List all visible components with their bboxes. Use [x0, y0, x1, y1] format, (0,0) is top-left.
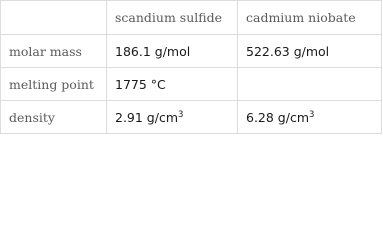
row-label-molar-mass: molar mass [1, 35, 107, 68]
header-cell-cadmium-niobate: cadmium niobate [238, 1, 382, 35]
value-text: 2.91 g/cm [115, 109, 179, 125]
value-cell [238, 35, 382, 68]
table-row [1, 35, 382, 68]
value-superscript: 3 [178, 109, 184, 120]
value-text: 1775 °C [115, 76, 166, 92]
row-label-melting-point: melting point [1, 68, 107, 101]
value-superscript: 3 [309, 109, 315, 120]
value-cell [238, 68, 382, 101]
header-cell-empty [1, 1, 107, 35]
value-cell [107, 35, 238, 68]
value-text: 186.1 g/mol [115, 43, 191, 59]
table-row [1, 101, 382, 134]
row-label-density: density [1, 101, 107, 134]
value-cell [107, 68, 238, 101]
header-cell-scandium-sulfide: scandium sulfide [107, 1, 238, 35]
value-text: 522.63 g/mol [246, 43, 330, 59]
table-row [1, 68, 382, 101]
table-header-row [1, 1, 382, 35]
value-cell [107, 101, 238, 134]
value-text: 6.28 g/cm [246, 109, 310, 125]
value-cell [238, 101, 382, 134]
